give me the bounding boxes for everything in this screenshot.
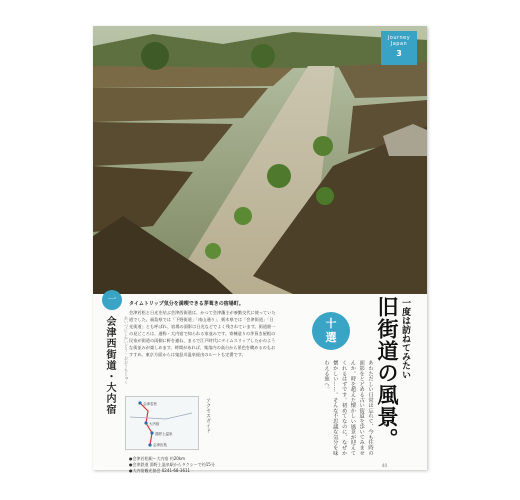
photo-thatched-village-street-icon: [93, 26, 427, 294]
badge-line1: Journey: [387, 35, 411, 41]
feature-lede: あわただしい日常は忘れて、今も往時の面影をとどめる古い街道を歩いてみませんか。時を超えた懐かしい風景が迎えてくれるはずです。初めてなのに、なぜか懐かしい……。そんな不思議な気分を味わえる旅へ。: [323, 360, 373, 456]
badge-line2: Japan: [390, 41, 408, 47]
page-number: 40: [381, 463, 387, 468]
badge-top-char: 十: [325, 317, 337, 330]
route-title: 会津西街道・大内宿: [104, 316, 115, 415]
map-icon: [126, 397, 198, 449]
journey-japan-badge: [381, 31, 417, 65]
access-notes: [129, 456, 215, 474]
badge-bottom-char: 選: [325, 331, 337, 344]
article-tagline: タイムトリップ気分を満喫できる茅葺きの宿場町。: [129, 301, 244, 307]
village-photo: [93, 26, 427, 294]
feature-kicker: 一度は訪ねてみたい: [400, 298, 410, 379]
route-map: [125, 396, 199, 450]
article-body: 会津若松と日光を結ぶ会津西街道は、かつて会津藩主が参勤交代に使っていた道でした。福島県では「下野街道」「南山通り」、栃木県では「会津街道」「日光街道」とも呼ばれ、宿場の面影は日光などでよく残されています。街道筋一の見どころは、通称・大内宿で知られる家並みです。寄棟造りの茅葺き屋根の民家が街道の両側に軒を連ね、まるで江戸時代にタイムスリップしたかのような街並みが楽しめます。時間があれば、集落内の高台から景色を眺めるのもおすすめ。東京方面からは鬼怒川温泉経由のルートも定番です。: [129, 310, 276, 357]
ten-selection-badge: [312, 312, 350, 350]
access-note: ●大内宿観光協会 0241-68-3611: [129, 468, 191, 473]
access-note: ●会津若松駅〜大内宿 約20km: [129, 456, 186, 461]
map-label-2: 湯野上温泉: [155, 432, 173, 436]
route-marker: 一: [102, 290, 122, 310]
map-label-0: 会津若松: [143, 402, 157, 406]
access-note: ●会津鉄道 湯野上温泉駅からタクシーで約15分: [129, 462, 215, 467]
route-subtitle: あいづにしかいどう・おおうちじゅく: [124, 316, 129, 384]
badge-number: 3: [396, 49, 402, 58]
magazine-page: [93, 26, 427, 473]
map-label-3: 会津田島: [153, 443, 167, 447]
access-guide-label: アクセスガイド: [205, 398, 211, 433]
map-label-1: 大内宿: [149, 422, 160, 426]
feature-headline: 旧街道の風景。: [375, 296, 399, 450]
